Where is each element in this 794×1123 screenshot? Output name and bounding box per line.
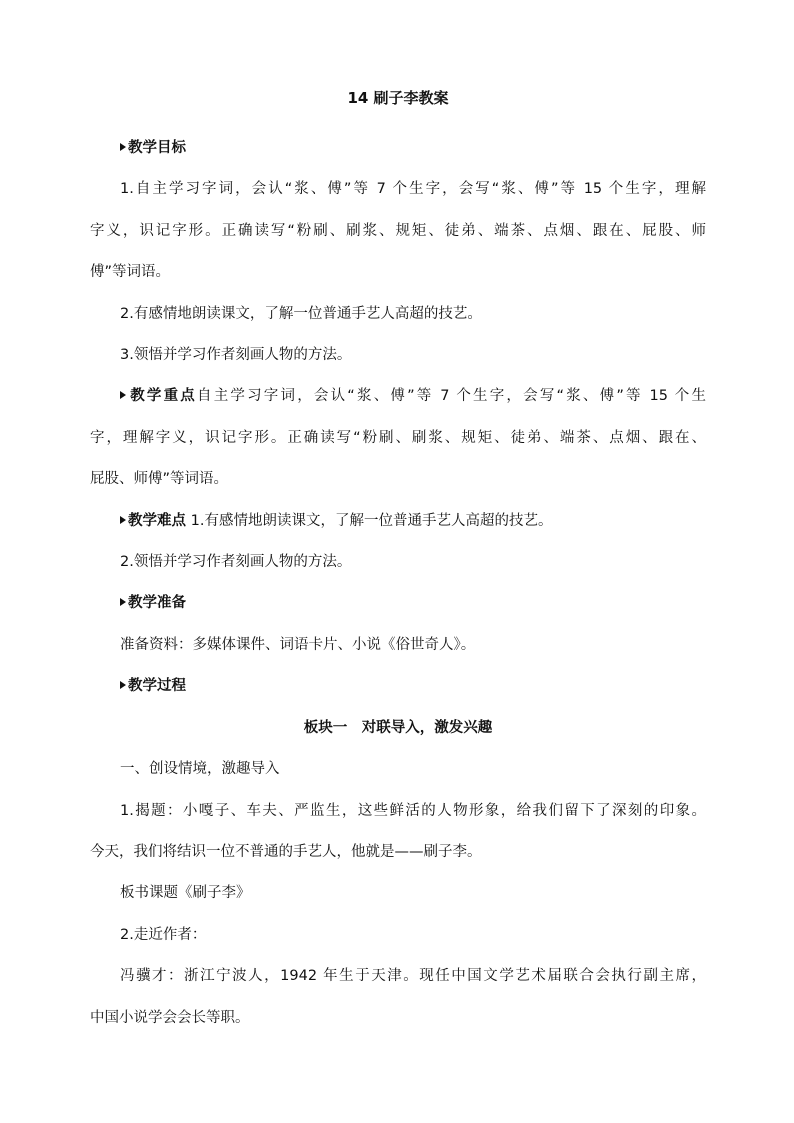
focus-line-3: 屁股、师傅”等词语。 (90, 471, 229, 488)
triangle-bullet-icon (120, 143, 126, 151)
difficulty-text-line-1: 1.有感情地朗读课文，了解一位普通手艺人高超的技艺。 (186, 512, 553, 529)
triangle-bullet-icon (120, 516, 126, 524)
difficulty-line-2: 2.领悟并学习作者刻画人物的方法。 (120, 554, 352, 571)
paragraph-1-line-2: 今天，我们将结识一位不普通的手艺人，他就是——刷子李。 (90, 843, 482, 860)
heading-objectives: 教学目标 (90, 128, 706, 169)
triangle-bullet-icon (120, 681, 126, 689)
focus-line-1 (90, 376, 706, 417)
section-process (90, 666, 706, 1039)
heading-process: 教学过程 (90, 666, 706, 707)
triangle-bullet-icon (120, 391, 126, 399)
paragraph-3-line-1: 冯骥才：浙江宁波人，1942 年生于天津。现任中国文学艺术届联合会执行副主席， (120, 968, 706, 985)
objective-3: 3.领悟并学习作者刻画人物的方法。 (120, 347, 352, 364)
section-preparation (90, 583, 706, 666)
objective-1-line-3: 傅”等词语。 (90, 264, 171, 281)
focus-text-line-1: 自主学习字词，会认“浆、傅”等 7 个生字，会写“浆、傅”等 15 个生 (197, 388, 706, 405)
triangle-bullet-icon (120, 598, 126, 606)
heading-focus: 教学重点 (128, 388, 197, 405)
objective-1-line-2: 字义，识记字形。正确读写“粉刷、刷浆、规矩、徒弟、端茶、点烟、跟在、屁股、师 (90, 222, 706, 239)
difficulty-line-1 (90, 501, 706, 542)
block-title: 板块一 对联导入，激发兴趣 (303, 719, 493, 736)
objective-2: 2.有感情地朗读课文，了解一位普通手艺人高超的技艺。 (120, 305, 482, 322)
subheading-1: 一、创设情境，激趣导入 (120, 761, 280, 778)
document-title: 14 刷子李教案 (347, 89, 449, 107)
section-difficulty (90, 501, 706, 584)
heading-preparation: 教学准备 (90, 583, 706, 624)
section-focus (90, 376, 706, 500)
board-title: 板书课题《刷子李》 (120, 885, 251, 902)
paragraph-3-line-2: 中国小说学会会长等职。 (90, 1009, 250, 1026)
objective-1-line-1: 1.自主学习字词，会认“浆、傅”等 7 个生字，会写“浆、傅”等 15 个生字，理解 (120, 181, 706, 198)
preparation-text: 准备资料：多媒体课件、词语卡片、小说《俗世奇人》。 (120, 636, 476, 653)
paragraph-1-line-1: 1.揭题：小嘎子、车夫、严监生，这些鲜活的人物形象，给我们留下了深刻的印象。 (120, 802, 706, 819)
heading-difficulty: 教学难点 (128, 512, 186, 529)
focus-line-2: 字，理解字义，识记字形。正确读写“粉刷、刷浆、规矩、徒弟、端茶、点烟、跟在、 (90, 429, 706, 446)
section-objectives (90, 128, 706, 376)
paragraph-2: 2.走近作者： (120, 926, 207, 943)
